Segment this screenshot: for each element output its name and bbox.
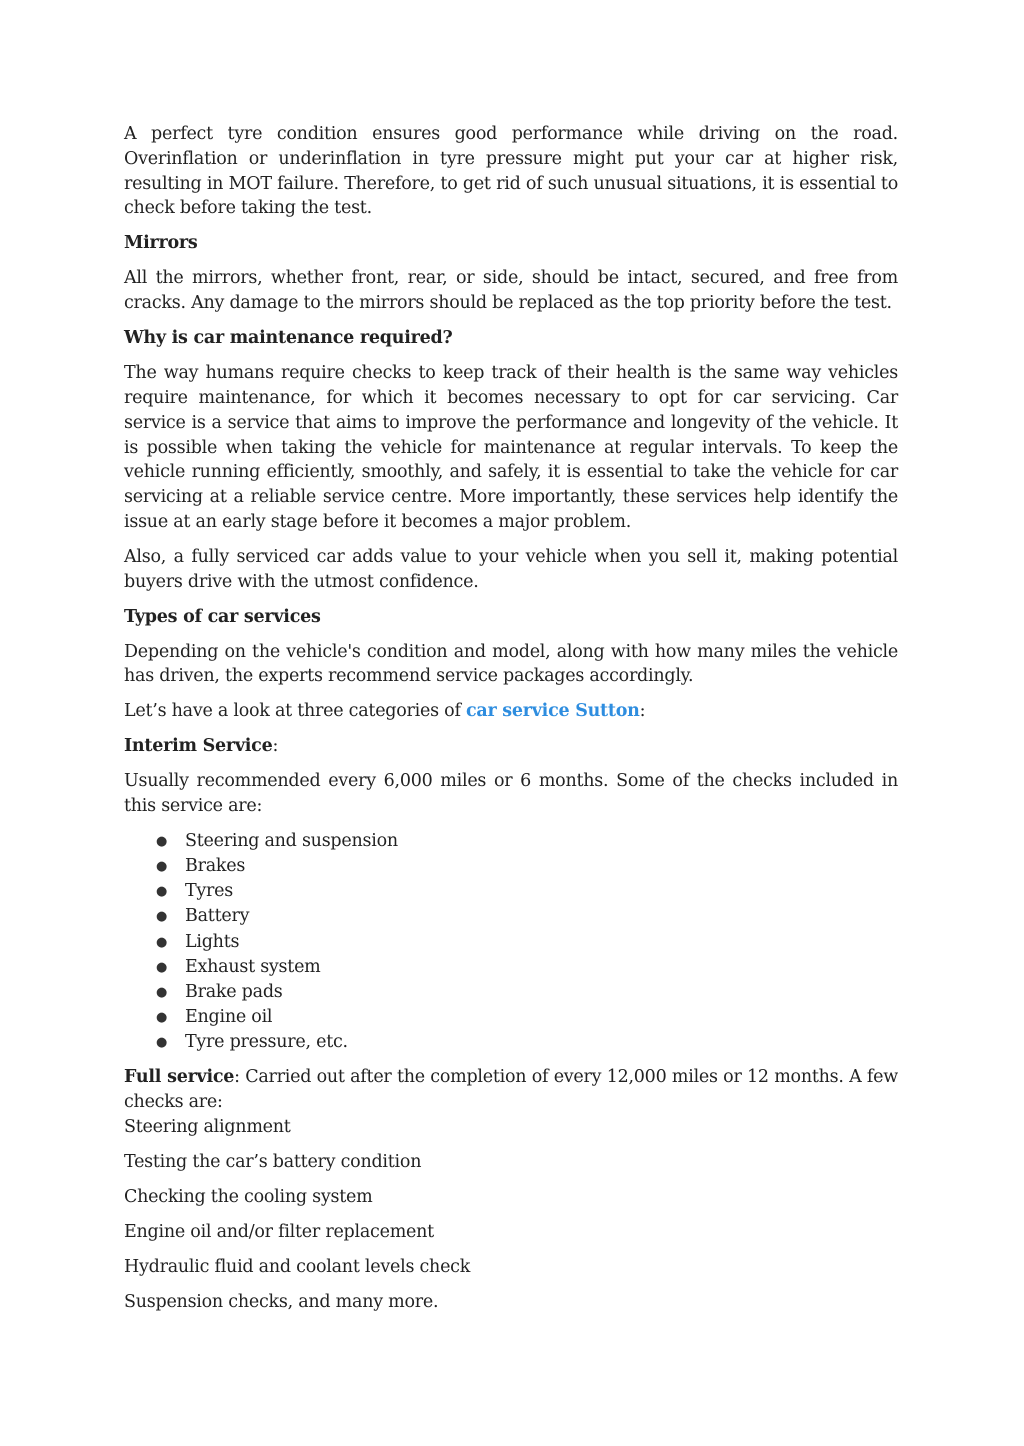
categories-paragraph (124, 699, 898, 724)
bullet-icon: ● (156, 959, 168, 975)
bullet-icon: ● (156, 909, 168, 925)
bullet-icon: ● (156, 984, 168, 1000)
interim-check-label: Battery (185, 906, 250, 927)
interim-check-item (124, 930, 898, 955)
interim-check-label: Tyres (185, 881, 234, 902)
interim-check-item (124, 854, 898, 879)
interim-check-item (124, 1030, 898, 1055)
interim-check-label: Exhaust system (185, 956, 321, 977)
categories-prefix: Let’s have a look at three categories of (124, 701, 466, 722)
full-check-item: Hydraulic fluid and coolant levels check (124, 1256, 471, 1277)
full-check-item: Suspension checks, and many more. (124, 1291, 439, 1312)
full-check-item: Engine oil and/or filter replacement (124, 1221, 434, 1242)
interim-paragraph: Usually recommended every 6,000 miles or 6 months. Some of the checks included in this service are: (124, 771, 898, 817)
full-check-item: Testing the car’s battery condition (124, 1151, 422, 1172)
interim-check-label: Lights (185, 931, 240, 952)
interim-check-label: Brake pads (185, 981, 283, 1002)
car-service-sutton-link[interactable]: car service Sutton (465, 701, 640, 722)
full-service-text: : Carried out after the completion of every 12,000 miles or 12 months. A few checks are: (124, 1067, 898, 1113)
document-page (124, 122, 898, 1325)
interim-check-label: Engine oil (185, 1006, 273, 1027)
interim-check-label: Steering and suspension (185, 831, 398, 852)
interim-heading: Interim Service (124, 736, 273, 757)
interim-colon: : (272, 736, 279, 757)
mirrors-heading: Mirrors (124, 233, 198, 254)
interim-check-item (124, 829, 898, 854)
interim-check-item (124, 980, 898, 1005)
interim-check-item (124, 879, 898, 904)
types-paragraph: Depending on the vehicle's condition and model, along with how many miles the vehicle has driven, the experts recommend service packages accordingly. (124, 641, 898, 687)
interim-check-item (124, 1005, 898, 1030)
full-service-paragraph (124, 1065, 898, 1115)
interim-check-item (124, 904, 898, 929)
value-paragraph: Also, a fully serviced car adds value to your vehicle when you sell it, making potential buyers drive with the utmost confidence. (124, 546, 898, 592)
categories-suffix: : (639, 701, 646, 722)
interim-check-label: Tyre pressure, etc. (185, 1031, 348, 1052)
interim-check-item (124, 955, 898, 980)
tyre-intro-paragraph: A perfect tyre condition ensures good performance while driving on the road. Overinflation or underinflation in tyre pressure might put your car at higher risk, resulting in MOT failure. Therefore, to get rid of such unusual situations, it is essential to check before taking the test. (124, 124, 898, 219)
full-check-item: Steering alignment (124, 1116, 291, 1137)
types-heading: Types of car services (124, 606, 321, 627)
interim-check-label: Brakes (185, 856, 246, 877)
why-maintenance-paragraph: The way humans require checks to keep track of their health is the same way vehicles require maintenance, for which it becomes necessary to opt for car servicing. Car service is a service that aims to improve the performance and longevity of the vehicle. It is possible when taking the vehicle for maintenance at regular intervals. To keep the vehicle running efficiently, smoothly, and safely, it is essential to take the vehicle for car servicing at a reliable service centre. More importantly, these services help identify the issue at an early stage before it becomes a major problem. (124, 363, 898, 532)
full-checks-list (124, 1115, 898, 1315)
why-maintenance-heading: Why is car maintenance required? (124, 328, 453, 349)
interim-heading-line (124, 734, 898, 759)
bullet-icon: ● (156, 884, 168, 900)
bullet-icon: ● (156, 1009, 168, 1025)
bullet-icon: ● (156, 934, 168, 950)
bullet-icon: ● (156, 1034, 168, 1050)
full-check-item: Checking the cooling system (124, 1186, 373, 1207)
mirrors-paragraph: All the mirrors, whether front, rear, or side, should be intact, secured, and free from cracks. Any damage to the mirrors should be replaced as the top priority before the test. (124, 268, 898, 314)
interim-checks-list (124, 829, 898, 1055)
bullet-icon: ● (156, 859, 168, 875)
full-service-heading: Full service (124, 1067, 235, 1088)
bullet-icon: ● (156, 834, 168, 850)
